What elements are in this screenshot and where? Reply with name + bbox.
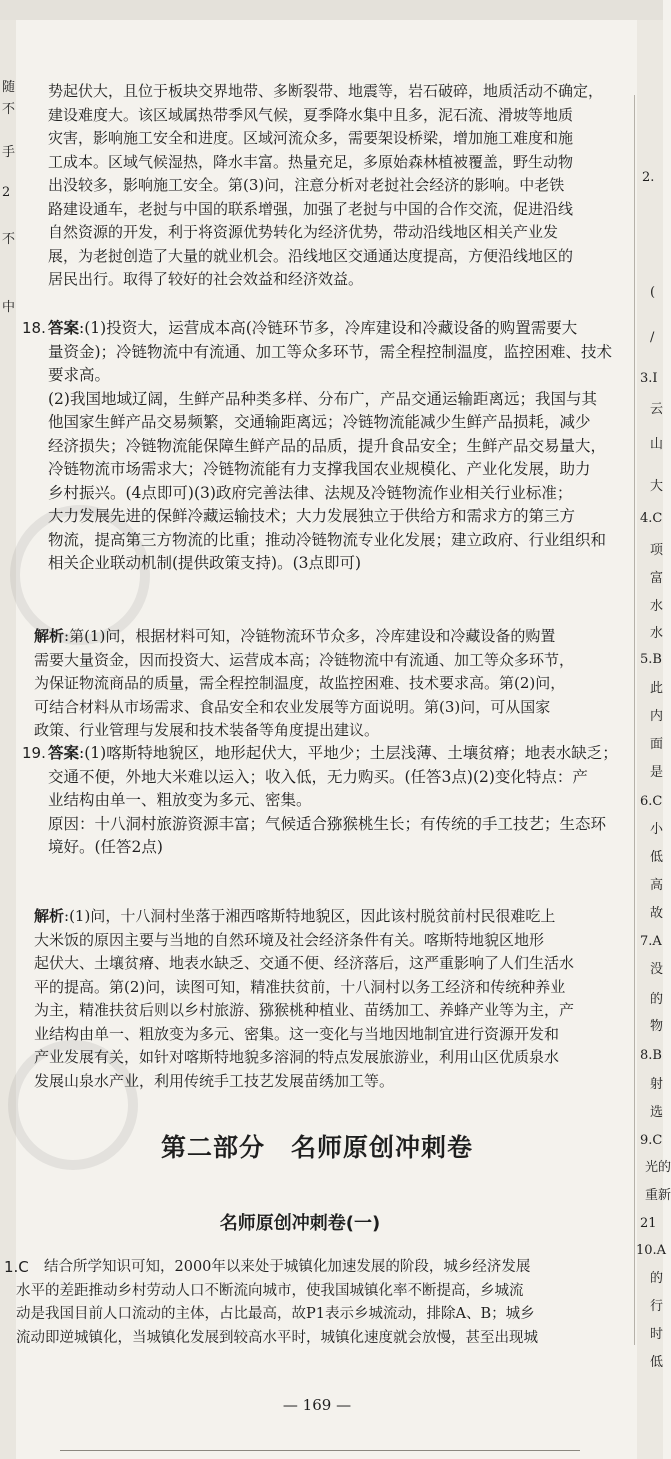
right-edge-text: 5.B [640,652,662,667]
right-edge-text: 行 [650,1299,664,1314]
q1-analysis [16,1256,538,1350]
question-number: 19. [22,744,46,762]
text-line: 平的提高。第(2)问，读图可知，精准扶贫前，十八洞村以务工经济和传统种养业 [34,977,566,996]
right-edge-text: 低 [650,1355,664,1370]
right-edge-text: 3.I [640,371,658,386]
right-edge-text: 低 [650,850,664,865]
right-edge-text: 光的 [645,1160,671,1175]
text-line: 政策、行业管理与发展和技术装备等角度提出建议。 [34,721,380,739]
paper-subtitle: 名师原创冲刺卷(一) [219,1213,381,1234]
text-line: 为主，精准扶贫后则以乡村旅游、猕猴桃种植业、苗绣加工、养蜂产业等为主，产 [34,1001,575,1019]
text-line: 发展山泉水产业，利用传统手工技艺发展苗绣加工等。 [34,1071,395,1090]
right-edge-text: 射 [650,1077,664,1092]
text-line: 交通不便，外地大米难以运入；收入低，无力购买。(任答3点)(2)变化特点：产 [48,767,588,786]
question-number: 1.C [4,1258,29,1276]
q18-analysis [34,625,574,743]
q18-number [22,317,46,341]
left-edge-text: 不 [2,102,16,117]
right-edge-text: 项 [650,543,664,558]
text-line: 流动即逆城镇化，当城镇化发展到较高水平时，城镇化速度就会放慢，甚至出现城 [16,1329,538,1346]
answer-label: 答案 [48,319,80,337]
text-line [34,905,574,929]
text-line: 原因：十八洞村旅游资源丰富；气候适合猕猴桃生长；有传统的手工技艺；生态环 [48,814,607,833]
right-edge-text: 山 [650,437,664,452]
right-edge-text: 大 [650,479,664,494]
left-edge-text: 2 [2,185,11,200]
text-line: 展，为老挝创造了大量的就业机会。沿线地区交通通达度提高，方便沿线地区的 [48,246,574,265]
q19-answer [48,742,618,860]
text-line: 水平的差距推动乡村劳动人口不断流向城市，使我国城镇化率不断提高，乡城流 [16,1282,524,1299]
text-line: 业结构由单一、粗放变为多元、密集。这一变化与当地因地制宜进行资源开发和 [34,1024,560,1043]
bottom-rule [60,1450,580,1451]
text-line: 相关企业联动机制(提供政策支持)。(3点即可) [48,554,362,572]
analysis-text: :(1)问，十八洞村坐落于湘西喀斯特地貌区，因此该村脱贫前村民很难吃上 [64,907,556,925]
right-edge-text: 9.C [640,1133,663,1148]
text-line: 起伏大、土壤贫瘠、地表水缺乏、交通不便、经济落后，这严重影响了人们生活水 [34,954,575,972]
answer-text: :(1)喀斯特地貌区，地形起伏大，平地少；土层浅薄、土壤贫瘠；地表水缺乏； [79,744,618,762]
text-line: 大力发展先进的保鲜冷藏运输技术；大力发展独立于供给方和需求方的第三方 [48,507,576,525]
text-line: 势起伏大，且位于板块交界地带、多断裂带、地震等，岩石破碎，地质活动不确定， [48,82,604,100]
answer-text: :(1)投资大，运营成本高(冷链环节多，冷库建设和冷藏设备的购置需要大 [79,319,578,337]
page-number: — 169 — [282,1396,352,1414]
text-line: 为保证物流商品的质量，需全程控制温度，故监控困难、技术要求高。第(2)问， [34,674,566,692]
right-edge-text: 内 [650,709,664,724]
left-edge-text: 不 [2,232,16,247]
text-line: 工成本。区域气候湿热，降水丰富。热量充足，多原始森林植被覆盖，野生动物 [48,152,574,171]
right-edge-text: 6.C [640,794,663,809]
left-edge-text: 中 [2,300,16,315]
text-line: 物流，提高第三方物流的比重；推动冷链物流专业化发展；建立政府、行业组织和 [48,530,607,549]
right-edge-text: 物 [650,1019,664,1034]
text-line: 他国家生鲜产品交易频繁，交通输距离远；冷链物流能减少生鲜产品损耗，减少 [48,413,591,431]
text-line: 量资金)；冷链物流中有流通、加工等众多环节，需全程控制温度，监控困难、技术 [48,342,613,361]
q19-analysis [34,905,574,1093]
text-line [48,317,612,341]
text-line: 动是我国目前人口流动的主体，占比最高，故P1表示乡城流动，排除A、B；城乡 [16,1306,535,1322]
right-edge-text: 水 [650,599,664,614]
text-line [48,742,618,766]
text-line: 路建设通车，老挝与中国的联系增强，加强了老挝与中国的合作交流，促进沿线 [48,199,574,218]
text-line: 要求高。 [48,366,111,384]
right-edge-text: 8.B [640,1048,662,1063]
right-edge-text: 4.C [640,511,663,526]
right-edge-text: 2. [642,170,655,185]
right-edge-text: 云 [650,402,664,417]
text-line: 需要大量资金，因而投资大、运营成本高；冷链物流中有流通、加工等众多环节， [34,650,575,669]
text-line: 产业发展有关，如针对喀斯特地貌多溶洞的特点发展旅游业，利用山区优质泉水 [34,1048,560,1066]
right-edge-text: 故 [650,906,664,921]
text-line: 居民出行。取得了较好的社会效益和经济效益。 [48,270,364,288]
left-edge-text: 随 [2,80,16,95]
q18-answer [48,317,612,576]
question-number: 18. [22,319,46,337]
text-line: 境好。(任答2点) [48,838,163,856]
right-edge-text: 21 [640,1216,657,1231]
text-line: 大米饭的原因主要与当地的自然环境及社会经济条件有关。喀斯特地貌区地形 [34,930,545,949]
q17-analysis-continued [48,80,603,292]
section-title: 第二部分 名师原创冲刺卷 [160,1133,473,1162]
right-edge-text: 此 [650,681,664,696]
analysis-label: 解析 [34,627,65,645]
right-edge-text: 7.A [640,934,662,949]
text-line: 建设难度大。该区域属热带季风气候，夏季降水集中且多，泥石流、滑坡等地质 [48,105,574,124]
right-edge-text: 没 [650,962,664,977]
text-line: 业结构由单一、粗放变为多元、密集。 [48,791,312,809]
text-line: 结合所学知识可知，2000年以来处于城镇化加速发展的阶段，城乡经济发展 [44,1259,531,1275]
column-divider [634,95,635,1345]
right-edge-text: 的 [650,992,664,1007]
text-line: 出没较多，影响施工安全。第(3)问，注意分析对老挝社会经济的影响。中老铁 [48,176,565,194]
right-edge-text: ( [650,285,656,300]
text-line: (2)我国地域辽阔，生鲜产品种类多样、分布广，产品交通运输距离远；我国与其 [48,389,597,408]
analysis-label: 解析 [34,907,65,925]
right-edge-text: 是 [650,765,664,780]
right-edge-text: 高 [650,878,664,893]
right-edge-text: 10.A [636,1243,667,1258]
left-edge-text: 手 [2,145,16,160]
right-edge-text: / [650,330,655,345]
text-line: 灾害，影响施工安全和进度。区域河流众多，需要架设桥梁，增加施工难度和施 [48,129,574,147]
text-line: 可结合材料从市场需求、食品安全和农业发展等方面说明。第(3)问，可从国家 [34,697,551,716]
text-line: 冷链物流市场需求大；冷链物流能有力支撑我国农业规模化、产业化发展，助力 [48,460,591,478]
right-edge-text: 选 [650,1105,664,1120]
right-edge-text: 小 [650,822,664,837]
analysis-text: :第(1)问，根据材料可知，冷链物流环节众多，冷库建设和冷藏设备的购置 [64,627,556,645]
right-edge-text: 富 [650,571,664,586]
right-edge-text: 时 [650,1327,664,1342]
top-scan-band [0,0,663,20]
right-edge-text: 重新 [645,1188,671,1203]
right-edge-text: 的 [650,1271,664,1286]
text-line: 自然资源的开发，利于将资源优势转化为经济优势，带动沿线地区相关产业发 [48,223,559,241]
text-line [34,625,574,649]
answer-label: 答案 [48,744,80,762]
text-line: 乡村振兴。(4点即可)(3)政府完善法律、法规及冷链物流作业相关行业标准； [48,483,573,502]
right-edge-text: 水 [650,626,664,641]
right-edge-text: 面 [650,737,664,752]
q19-number [22,742,46,766]
text-line: 经济损失；冷链物流能保障生鲜产品的品质，提升食品安全；生鲜产品交易量大， [48,436,607,455]
